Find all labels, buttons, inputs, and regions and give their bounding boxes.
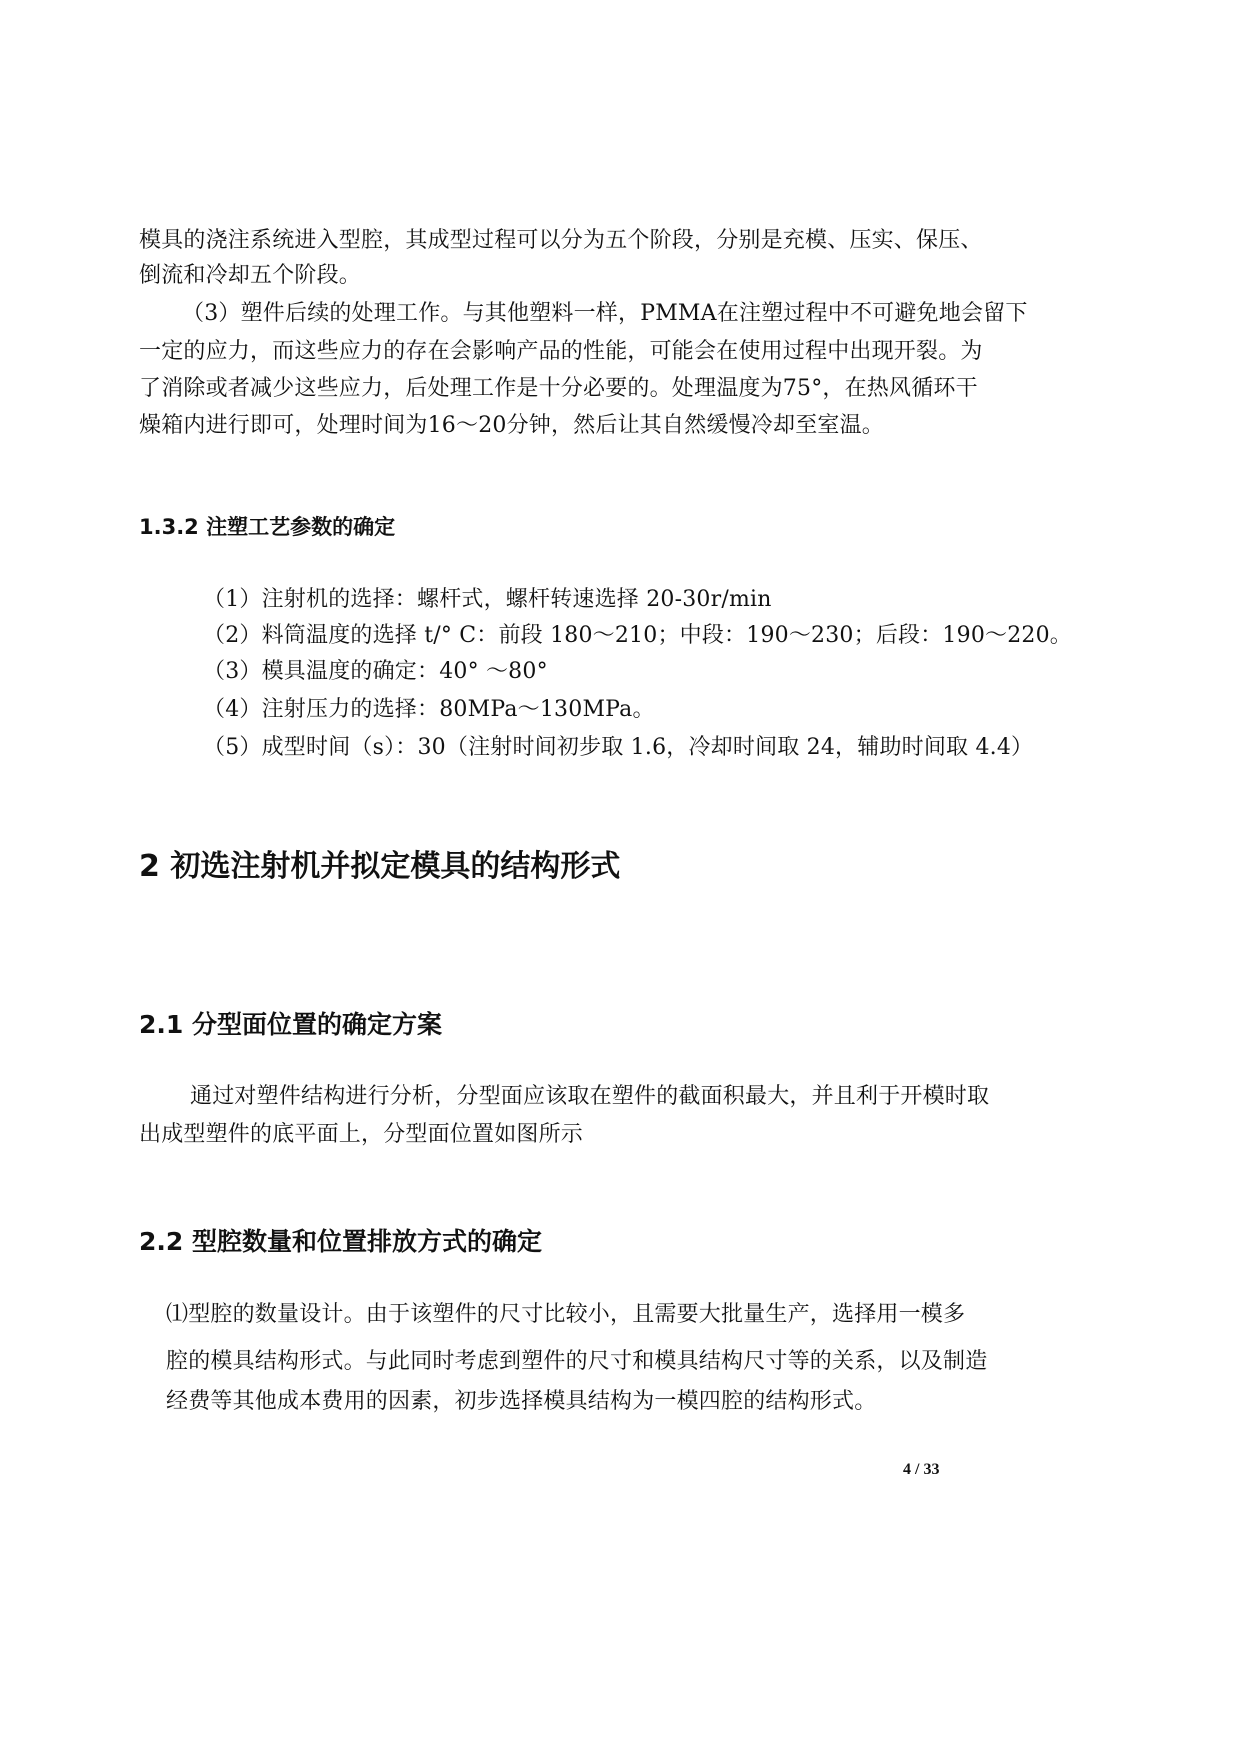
body-text-line: 燥箱内进行即可，处理时间为16～20分钟，然后让其自然缓慢冷却至室温。 bbox=[139, 413, 884, 438]
body-text-line: 一定的应力，而这些应力的存在会影响产品的性能，可能会在使用过程中出现开裂。为 bbox=[139, 339, 983, 364]
body-text-line: 出成型塑件的底平面上，分型面位置如图所示 bbox=[139, 1122, 584, 1147]
body-text-line: （3）塑件后续的处理工作。与其他塑料一样，PMMA在注塑过程中不可避免地会留下 bbox=[182, 301, 1028, 326]
body-text-line: 了消除或者减少这些应力，后处理工作是十分必要的。处理温度为75°，在热风循环干 bbox=[139, 376, 978, 401]
section-heading-2-2: 2.2 型腔数量和位置排放方式的确定 bbox=[139, 1227, 542, 1256]
body-text-line: 腔的模具结构形式。与此同时考虑到塑件的尺寸和模具结构尺寸等的关系，以及制造 bbox=[166, 1349, 988, 1374]
body-text-line: 模具的浇注系统进入型腔，其成型过程可以分为五个阶段，分别是充模、压实、保压、 bbox=[139, 228, 983, 253]
section-heading-2-1: 2.1 分型面位置的确定方案 bbox=[139, 1010, 442, 1039]
parameter-item: （5）成型时间（s）：30（注射时间初步取 1.6，冷却时间取 24，辅助时间取 4.4） bbox=[203, 735, 1034, 760]
page-number: 4 / 33 bbox=[903, 1461, 940, 1478]
parameter-item: （2）料筒温度的选择 t/° C：前段 180～210；中段：190～230；后段：190～220。 bbox=[203, 623, 1073, 648]
section-heading-1-3-2: 1.3.2 注塑工艺参数的确定 bbox=[139, 515, 396, 539]
parameter-item: （1）注射机的选择：螺杆式，螺杆转速选择 20-30r/min bbox=[203, 587, 772, 612]
body-text-line: 倒流和冷却五个阶段。 bbox=[139, 263, 362, 288]
body-text-line: ⑴型腔的数量设计。由于该塑件的尺寸比较小，且需要大批量生产，选择用一模多 bbox=[166, 1302, 966, 1327]
chapter-heading-2: 2 初选注射机并拟定模具的结构形式 bbox=[139, 849, 621, 884]
body-text-line: 通过对塑件结构进行分析，分型面应该取在塑件的截面积最大，并且利于开模时取 bbox=[190, 1084, 990, 1109]
parameter-item: （4）注射压力的选择：80MPa～130MPa。 bbox=[203, 697, 655, 722]
body-text-line: 经费等其他成本费用的因素，初步选择模具结构为一模四腔的结构形式。 bbox=[166, 1389, 877, 1414]
parameter-item: （3）模具温度的确定：40° ～80° bbox=[203, 659, 548, 684]
